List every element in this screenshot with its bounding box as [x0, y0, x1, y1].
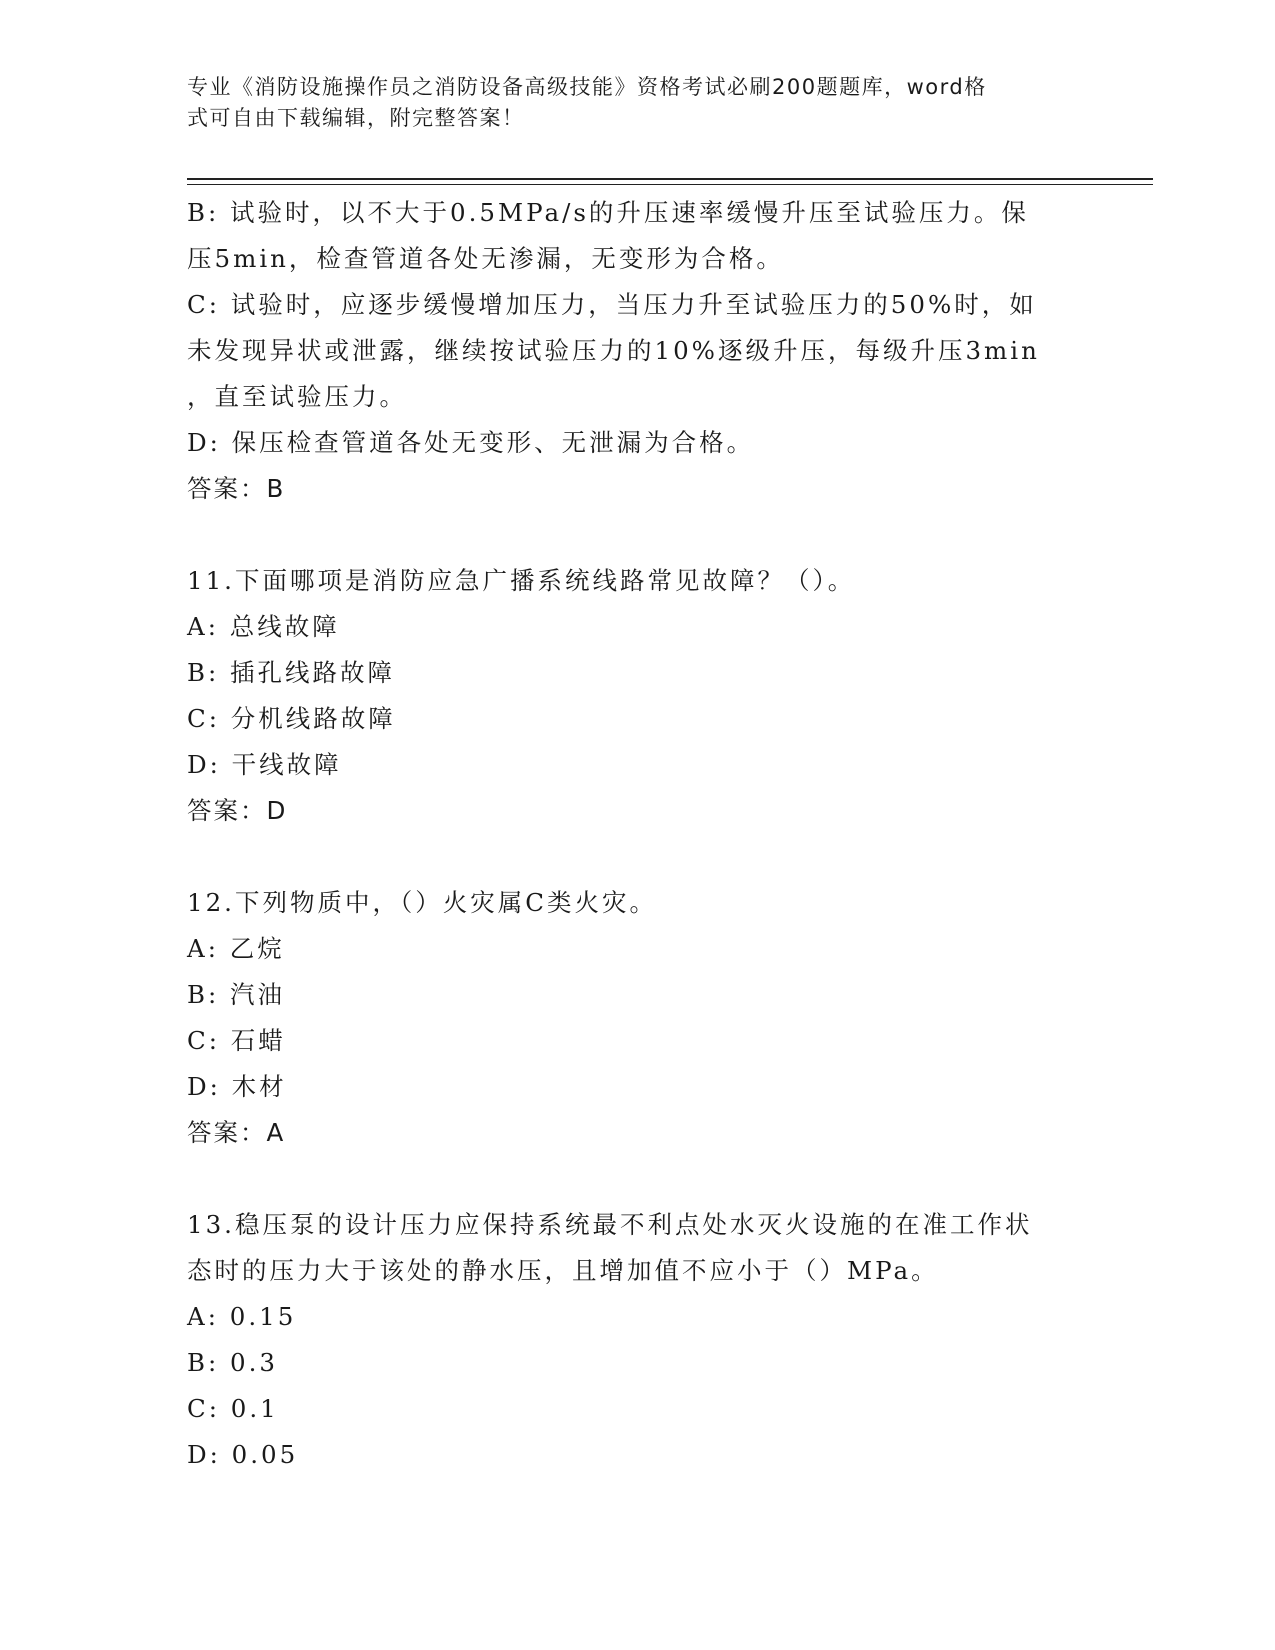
option-d: D: 0.05 [187, 1440, 299, 1469]
option-a: A: 0.15 [187, 1302, 297, 1331]
option-c: C: 分机线路故障 [187, 704, 396, 733]
option-c: C: 石蜡 [187, 1026, 286, 1055]
question-12 [187, 880, 1087, 1156]
option-b: B: 0.3 [187, 1348, 279, 1377]
header-line-1: 专业《消防设施操作员之消防设备高级技能》资格考试必刷200题题库，word格 [187, 75, 987, 99]
question-text-line-2: 态时的压力大于该处的静水压，且增加值不应小于（）MPa。 [187, 1256, 939, 1285]
answer: 答案：B [187, 474, 286, 503]
question-text: 12.下列物质中，（）火灾属C类火灾。 [187, 888, 657, 917]
question-list [187, 190, 1087, 1478]
header-divider-thin [187, 184, 1153, 185]
option-c-line-2: 未发现异状或泄露，继续按试验压力的10%逐级升压，每级升压3min [187, 336, 1040, 365]
header-divider-thick [187, 178, 1153, 180]
option-b-line-2: 压5min，检查管道各处无渗漏，无变形为合格。 [187, 244, 784, 273]
option-d: D: 干线故障 [187, 750, 342, 779]
option-a: A: 总线故障 [187, 612, 340, 641]
answer: 答案：A [187, 1118, 286, 1147]
question-text-line-1: 13.稳压泵的设计压力应保持系统最不利点处水灭火设施的在准工作状 [187, 1210, 1033, 1239]
option-d: D: 木材 [187, 1072, 287, 1101]
option-c-line-3: ，直至试验压力。 [187, 382, 407, 411]
option-c: C: 0.1 [187, 1394, 279, 1423]
option-d: D: 保压检查管道各处无变形、无泄漏为合格。 [187, 428, 755, 457]
option-b-line-1: B: 试验时，以不大于0.5MPa/s的升压速率缓慢升压至试验压力。保 [187, 198, 1029, 227]
question-10-continuation [187, 190, 1087, 512]
document-header [187, 72, 1067, 134]
option-b: B: 插孔线路故障 [187, 658, 396, 687]
answer: 答案：D [187, 796, 288, 825]
option-b: B: 汽油 [187, 980, 286, 1009]
question-text: 11.下面哪项是消防应急广播系统线路常见故障？（）。 [187, 566, 856, 595]
question-13 [187, 1202, 1087, 1478]
option-a: A: 乙烷 [187, 934, 285, 963]
question-11 [187, 558, 1087, 834]
option-c-line-1: C: 试验时，应逐步缓慢增加压力，当压力升至试验压力的50%时，如 [187, 290, 1037, 319]
header-line-2: 式可自由下载编辑，附完整答案！ [187, 106, 525, 130]
